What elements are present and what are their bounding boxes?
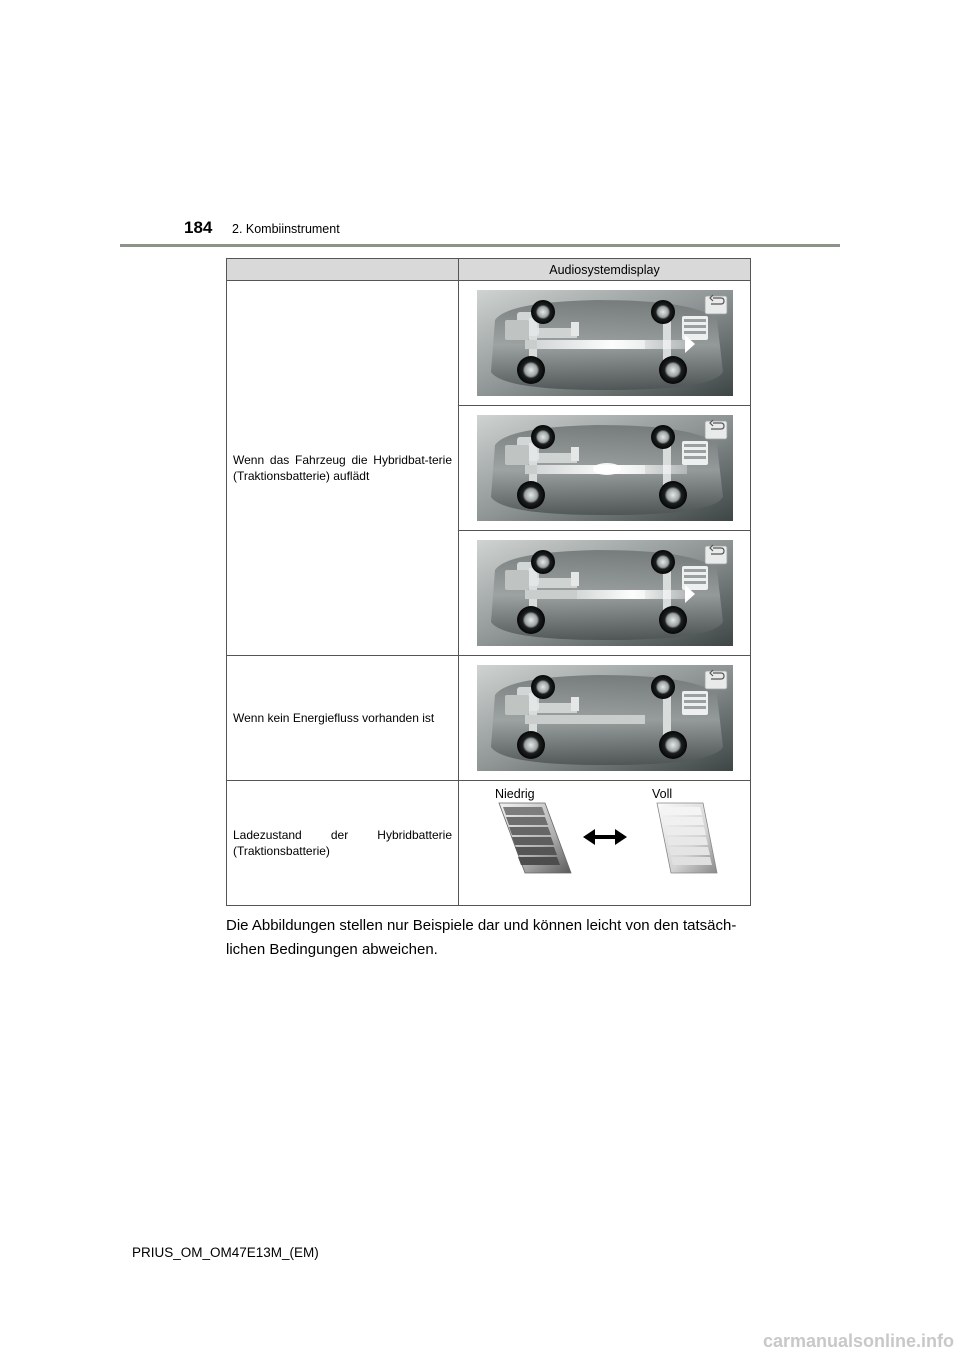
header-rule [120,244,840,247]
energy-flow-screen-1 [477,290,733,396]
double-arrow-icon [583,829,627,845]
battery-low-icon [499,803,571,873]
screen-cell [459,406,751,531]
row-label-charging: Wenn das Fahrzeug die Hybridbat-terie (Traktionsbatterie) auflädt [227,281,459,656]
table-row [227,281,751,406]
battery-full-icon [657,803,717,873]
table-row [227,781,751,906]
row-label-no-flow: Wenn kein Energiefluss vorhanden ist [227,656,459,781]
energy-flow-table [226,258,751,906]
battery-cell [459,781,751,906]
screen-cell [459,531,751,656]
flow-arrow [577,590,687,599]
energy-flow-screen-4 [477,665,733,771]
note-text: Die Abbildungen stellen nur Beispiele dar und können leicht von den tatsäch-lichen Bedingungen abweichen. [226,917,737,958]
note-paragraph [226,914,766,962]
flow-arrow [537,340,687,349]
flow-glow [593,463,621,475]
battery-low-label: Niedrig [495,787,535,801]
table-header-audiosystemdisplay: Audiosystemdisplay [459,259,751,281]
energy-flow-screen-3 [477,540,733,646]
table-row [227,656,751,781]
battery-full-label: Voll [652,787,673,801]
watermark: carmanualsonline.info [762,1331,954,1351]
energy-flow-screen-2 [477,415,733,521]
row-label-battery-level: Ladezustand der Hybridbatterie (Traktionsbatterie) [227,781,459,906]
table-header-blank [227,259,459,281]
screen-cell [459,656,751,781]
page-number: 184 [184,218,213,237]
chapter-title: 2. Kombiinstrument [232,222,340,236]
screen-cell [459,281,751,406]
document-code: PRIUS_OM_OM47E13M_(EM) [132,1245,319,1260]
table-header-row [227,259,751,281]
